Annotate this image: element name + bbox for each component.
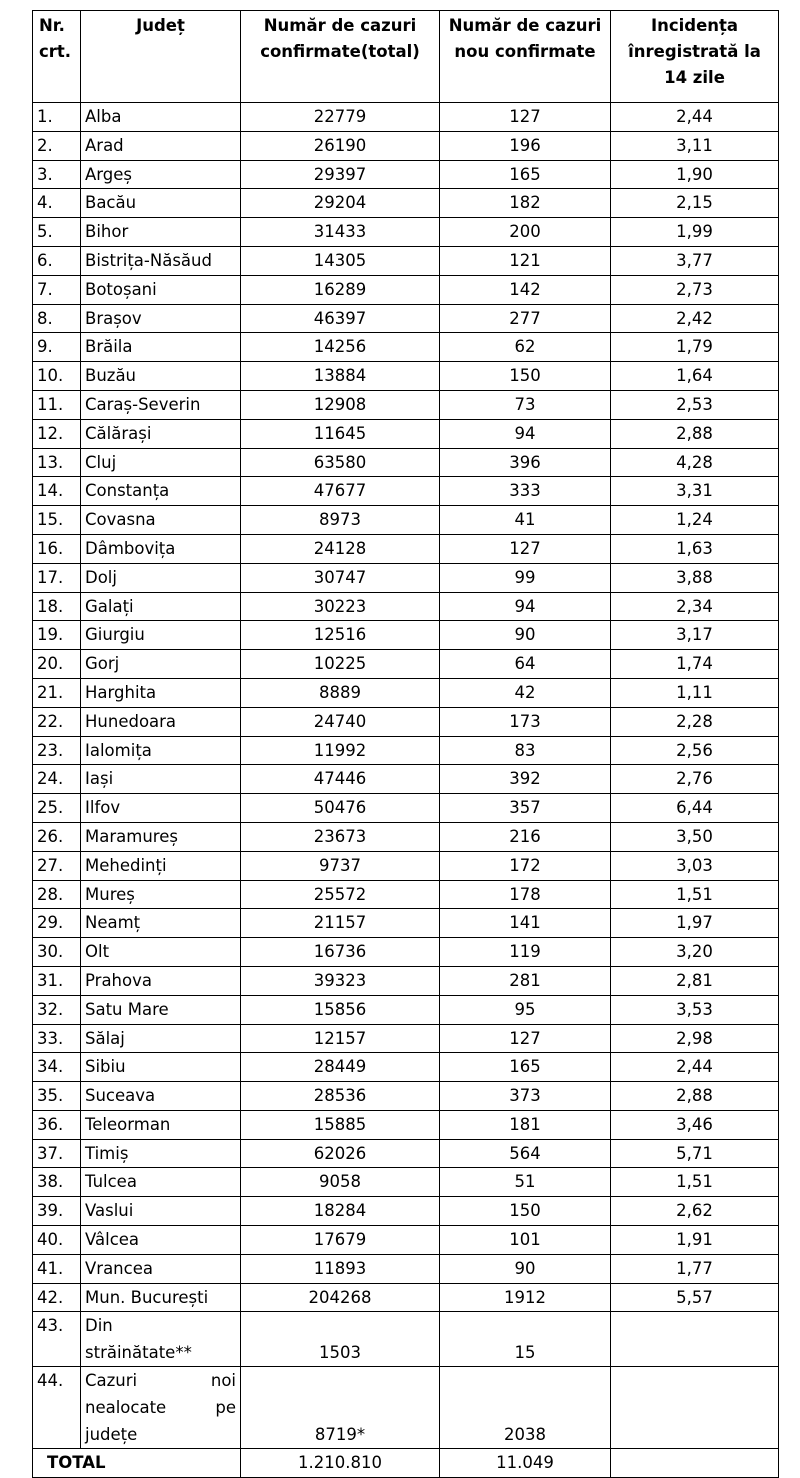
table-row — [33, 218, 779, 247]
incidence-14d: 1,51 — [611, 1168, 779, 1197]
incidence-14d — [611, 1312, 779, 1367]
total-cases: 39323 — [241, 966, 440, 995]
header-new-cases: Număr de cazuri nou confirmate — [440, 11, 611, 103]
total-cases: 15856 — [241, 995, 440, 1024]
incidence-14d: 5,71 — [611, 1139, 779, 1168]
new-cases: 396 — [440, 448, 611, 477]
county-name: Dâmbovița — [81, 534, 241, 563]
total-cases: 47446 — [241, 765, 440, 794]
row-number: 32. — [33, 995, 81, 1024]
table-body — [33, 103, 779, 1478]
county-name: Vaslui — [81, 1197, 241, 1226]
header-nr-line1: Nr. — [39, 16, 65, 35]
row-number: 9. — [33, 333, 81, 362]
new-cases: 277 — [440, 304, 611, 333]
new-cases: 150 — [440, 362, 611, 391]
county-name: Călărași — [81, 419, 241, 448]
total-cases: 24128 — [241, 534, 440, 563]
table-row — [33, 822, 779, 851]
new-cases: 127 — [440, 103, 611, 132]
new-cases: 90 — [440, 621, 611, 650]
total-cases: 22779 — [241, 103, 440, 132]
row-number: 36. — [33, 1110, 81, 1139]
row-number: 22. — [33, 707, 81, 736]
table-row — [33, 419, 779, 448]
table-row — [33, 707, 779, 736]
incidence-14d: 2,53 — [611, 390, 779, 419]
table-row — [33, 880, 779, 909]
county-name: Olt — [81, 938, 241, 967]
new-cases: 64 — [440, 650, 611, 679]
incidence-14d: 1,51 — [611, 880, 779, 909]
new-cases: 373 — [440, 1082, 611, 1111]
total-cases: 204268 — [241, 1283, 440, 1312]
new-cases: 141 — [440, 909, 611, 938]
total-cases: 28449 — [241, 1053, 440, 1082]
incidence-14d: 3,77 — [611, 246, 779, 275]
incidence-14d: 2,62 — [611, 1197, 779, 1226]
new-cases: 1912 — [440, 1283, 611, 1312]
county-name-word: noi — [210, 1371, 236, 1391]
row-number: 27. — [33, 851, 81, 880]
new-cases: 165 — [440, 160, 611, 189]
row-number: 15. — [33, 506, 81, 535]
incidence-14d: 3,88 — [611, 563, 779, 592]
table-row — [33, 506, 779, 535]
incidence-14d: 2,88 — [611, 1082, 779, 1111]
table-row — [33, 1226, 779, 1255]
total-cases: 11992 — [241, 736, 440, 765]
row-number: 38. — [33, 1168, 81, 1197]
county-name — [81, 1367, 241, 1449]
county-name: Alba — [81, 103, 241, 132]
row-number: 6. — [33, 246, 81, 275]
county-name: Ialomița — [81, 736, 241, 765]
table-row — [33, 938, 779, 967]
incidence-14d: 6,44 — [611, 794, 779, 823]
county-name: Neamț — [81, 909, 241, 938]
new-cases: 200 — [440, 218, 611, 247]
county-name-line: străinătate** — [85, 1343, 192, 1363]
incidence-14d: 2,73 — [611, 275, 779, 304]
total-cases: 29204 — [241, 189, 440, 218]
table-row — [33, 1024, 779, 1053]
new-cases: 121 — [440, 246, 611, 275]
table-row — [33, 275, 779, 304]
total-cases: 46397 — [241, 304, 440, 333]
incidence-14d: 3,17 — [611, 621, 779, 650]
total-cases: 12157 — [241, 1024, 440, 1053]
new-cases: 181 — [440, 1110, 611, 1139]
county-name — [81, 1312, 241, 1367]
total-cases-sum: 1.210.810 — [241, 1449, 440, 1478]
county-name: Maramureș — [81, 822, 241, 851]
table-row — [33, 390, 779, 419]
new-cases: 99 — [440, 563, 611, 592]
county-name-line — [85, 1421, 236, 1448]
total-cases: 8719* — [241, 1367, 440, 1449]
county-name: Suceava — [81, 1082, 241, 1111]
total-cases: 31433 — [241, 218, 440, 247]
new-cases: 2038 — [440, 1367, 611, 1449]
total-cases: 30223 — [241, 592, 440, 621]
new-cases: 94 — [440, 419, 611, 448]
county-name: Timiș — [81, 1139, 241, 1168]
incidence-14d: 2,15 — [611, 189, 779, 218]
table-row — [33, 362, 779, 391]
row-number: 40. — [33, 1226, 81, 1255]
county-name: Dolj — [81, 563, 241, 592]
total-row — [33, 1449, 779, 1478]
incidence-14d: 3,11 — [611, 131, 779, 160]
incidence-14d: 2,88 — [611, 419, 779, 448]
new-cases: 90 — [440, 1254, 611, 1283]
incidence-14d: 2,81 — [611, 966, 779, 995]
table-row — [33, 851, 779, 880]
county-name: Gorj — [81, 650, 241, 679]
row-number: 7. — [33, 275, 81, 304]
table-row — [33, 1082, 779, 1111]
table-row — [33, 563, 779, 592]
incidence-14d: 1,99 — [611, 218, 779, 247]
county-name-word: nealocate — [85, 1398, 167, 1418]
county-name: Hunedoara — [81, 707, 241, 736]
county-name: Bacău — [81, 189, 241, 218]
row-number: 20. — [33, 650, 81, 679]
new-cases: 51 — [440, 1168, 611, 1197]
incidence-14d: 1,64 — [611, 362, 779, 391]
table-row — [33, 304, 779, 333]
total-cases: 13884 — [241, 362, 440, 391]
new-cases: 142 — [440, 275, 611, 304]
county-name: Vrancea — [81, 1254, 241, 1283]
header-judet: Județ — [81, 11, 241, 103]
total-cases: 47677 — [241, 477, 440, 506]
county-name-line — [85, 1367, 236, 1394]
incidence-14d: 2,34 — [611, 592, 779, 621]
new-cases: 182 — [440, 189, 611, 218]
total-cases: 16289 — [241, 275, 440, 304]
county-name: Caraș-Severin — [81, 390, 241, 419]
new-cases: 62 — [440, 333, 611, 362]
row-number: 8. — [33, 304, 81, 333]
table-row — [33, 621, 779, 650]
row-number: 43. — [33, 1312, 81, 1367]
county-name: Argeș — [81, 160, 241, 189]
row-number: 31. — [33, 966, 81, 995]
new-cases: 83 — [440, 736, 611, 765]
total-cases: 10225 — [241, 650, 440, 679]
new-cases: 15 — [440, 1312, 611, 1367]
new-cases: 127 — [440, 534, 611, 563]
county-name: Sălaj — [81, 1024, 241, 1053]
county-name: Covasna — [81, 506, 241, 535]
row-number: 24. — [33, 765, 81, 794]
new-cases: 281 — [440, 966, 611, 995]
incidence-14d: 1,97 — [611, 909, 779, 938]
total-cases: 23673 — [241, 822, 440, 851]
county-name: Ilfov — [81, 794, 241, 823]
total-cases: 16736 — [241, 938, 440, 967]
table-row — [33, 534, 779, 563]
table-row — [33, 650, 779, 679]
incidence-14d: 1,91 — [611, 1226, 779, 1255]
table-row — [33, 966, 779, 995]
table-row — [33, 333, 779, 362]
new-cases: 150 — [440, 1197, 611, 1226]
row-number: 30. — [33, 938, 81, 967]
row-number: 28. — [33, 880, 81, 909]
row-number: 21. — [33, 678, 81, 707]
incidence-14d: 1,24 — [611, 506, 779, 535]
table-row — [33, 1168, 779, 1197]
total-cases: 1503 — [241, 1312, 440, 1367]
county-name: Mehedinți — [81, 851, 241, 880]
county-name: Harghita — [81, 678, 241, 707]
table-row — [33, 1197, 779, 1226]
total-cases: 63580 — [241, 448, 440, 477]
incidence-14d: 3,50 — [611, 822, 779, 851]
new-cases: 357 — [440, 794, 611, 823]
county-name: Teleorman — [81, 1110, 241, 1139]
table-row — [33, 765, 779, 794]
row-number: 34. — [33, 1053, 81, 1082]
county-name-word: județe — [85, 1425, 138, 1445]
total-cases: 12908 — [241, 390, 440, 419]
county-name: Bihor — [81, 218, 241, 247]
county-name: Botoșani — [81, 275, 241, 304]
row-number: 5. — [33, 218, 81, 247]
table-row — [33, 1312, 779, 1367]
incidence-14d: 1,11 — [611, 678, 779, 707]
new-cases: 392 — [440, 765, 611, 794]
county-name: Tulcea — [81, 1168, 241, 1197]
incidence-14d: 5,57 — [611, 1283, 779, 1312]
new-cases: 172 — [440, 851, 611, 880]
county-name: Galați — [81, 592, 241, 621]
incidence-14d: 3,31 — [611, 477, 779, 506]
total-cases: 29397 — [241, 160, 440, 189]
county-name: Buzău — [81, 362, 241, 391]
row-number: 41. — [33, 1254, 81, 1283]
total-cases: 8889 — [241, 678, 440, 707]
table-row — [33, 246, 779, 275]
total-cases: 18284 — [241, 1197, 440, 1226]
row-number: 12. — [33, 419, 81, 448]
new-cases: 216 — [440, 822, 611, 851]
county-name-line — [85, 1394, 236, 1421]
table-row — [33, 1110, 779, 1139]
table-row — [33, 1254, 779, 1283]
county-name: Bistrița-Năsăud — [81, 246, 241, 275]
row-number: 14. — [33, 477, 81, 506]
total-cases: 28536 — [241, 1082, 440, 1111]
county-name: Mureș — [81, 880, 241, 909]
incidence-14d: 2,44 — [611, 1053, 779, 1082]
header-row — [33, 11, 779, 103]
total-cases: 11893 — [241, 1254, 440, 1283]
incidence-14d: 2,28 — [611, 707, 779, 736]
row-number: 13. — [33, 448, 81, 477]
new-cases: 196 — [440, 131, 611, 160]
total-cases: 21157 — [241, 909, 440, 938]
county-name: Vâlcea — [81, 1226, 241, 1255]
table-row — [33, 189, 779, 218]
table-row — [33, 103, 779, 132]
county-name: Iași — [81, 765, 241, 794]
county-name: Brașov — [81, 304, 241, 333]
incidence-14d — [611, 1367, 779, 1449]
county-name: Sibiu — [81, 1053, 241, 1082]
new-cases: 564 — [440, 1139, 611, 1168]
incidence-14d: 3,53 — [611, 995, 779, 1024]
incidence-14d: 2,42 — [611, 304, 779, 333]
county-name-word: pe — [215, 1398, 236, 1418]
row-number: 42. — [33, 1283, 81, 1312]
header-nr — [33, 11, 81, 103]
new-cases: 165 — [440, 1053, 611, 1082]
total-cases: 14305 — [241, 246, 440, 275]
new-cases: 333 — [440, 477, 611, 506]
total-cases: 62026 — [241, 1139, 440, 1168]
total-cases: 9737 — [241, 851, 440, 880]
incidence-14d: 1,90 — [611, 160, 779, 189]
new-cases: 94 — [440, 592, 611, 621]
table-row — [33, 592, 779, 621]
incidence-14d: 3,03 — [611, 851, 779, 880]
incidence-14d: 1,63 — [611, 534, 779, 563]
row-number: 1. — [33, 103, 81, 132]
new-cases-sum: 11.049 — [440, 1449, 611, 1478]
incidence-14d: 2,98 — [611, 1024, 779, 1053]
row-number: 2. — [33, 131, 81, 160]
table-row — [33, 678, 779, 707]
table-row — [33, 1283, 779, 1312]
new-cases: 178 — [440, 880, 611, 909]
table-row — [33, 131, 779, 160]
incidence-total — [611, 1449, 779, 1478]
total-cases: 8973 — [241, 506, 440, 535]
row-number: 3. — [33, 160, 81, 189]
total-cases: 25572 — [241, 880, 440, 909]
row-number: 37. — [33, 1139, 81, 1168]
county-name-word: Cazuri — [85, 1371, 138, 1391]
header-nr-line2: crt. — [39, 42, 72, 61]
total-cases: 24740 — [241, 707, 440, 736]
county-name: Arad — [81, 131, 241, 160]
new-cases: 127 — [440, 1024, 611, 1053]
table-row — [33, 160, 779, 189]
new-cases: 73 — [440, 390, 611, 419]
row-number: 19. — [33, 621, 81, 650]
row-number: 23. — [33, 736, 81, 765]
covid-county-table — [32, 10, 779, 1478]
new-cases: 95 — [440, 995, 611, 1024]
table-row — [33, 1139, 779, 1168]
incidence-14d: 1,74 — [611, 650, 779, 679]
county-name: Satu Mare — [81, 995, 241, 1024]
total-cases: 14256 — [241, 333, 440, 362]
table-row — [33, 1053, 779, 1082]
incidence-14d: 3,46 — [611, 1110, 779, 1139]
county-name: Mun. București — [81, 1283, 241, 1312]
table-row — [33, 477, 779, 506]
row-number: 25. — [33, 794, 81, 823]
county-name: Giurgiu — [81, 621, 241, 650]
header-total-cases: Număr de cazuri confirmate(total) — [241, 11, 440, 103]
county-name: Constanța — [81, 477, 241, 506]
row-number: 16. — [33, 534, 81, 563]
total-cases: 30747 — [241, 563, 440, 592]
county-name: Cluj — [81, 448, 241, 477]
row-number: 11. — [33, 390, 81, 419]
incidence-14d: 2,44 — [611, 103, 779, 132]
total-cases: 17679 — [241, 1226, 440, 1255]
row-number: 29. — [33, 909, 81, 938]
table-row — [33, 909, 779, 938]
row-number: 44. — [33, 1367, 81, 1449]
new-cases: 41 — [440, 506, 611, 535]
incidence-14d: 2,56 — [611, 736, 779, 765]
total-cases: 26190 — [241, 131, 440, 160]
incidence-14d: 2,76 — [611, 765, 779, 794]
row-number: 33. — [33, 1024, 81, 1053]
row-number: 39. — [33, 1197, 81, 1226]
new-cases: 119 — [440, 938, 611, 967]
new-cases: 42 — [440, 678, 611, 707]
county-name: Brăila — [81, 333, 241, 362]
incidence-14d: 1,79 — [611, 333, 779, 362]
incidence-14d: 3,20 — [611, 938, 779, 967]
row-number: 35. — [33, 1082, 81, 1111]
total-label: TOTAL — [33, 1449, 241, 1478]
incidence-14d: 4,28 — [611, 448, 779, 477]
new-cases: 101 — [440, 1226, 611, 1255]
table-row — [33, 736, 779, 765]
table-row — [33, 794, 779, 823]
total-cases: 11645 — [241, 419, 440, 448]
total-cases: 9058 — [241, 1168, 440, 1197]
total-cases: 15885 — [241, 1110, 440, 1139]
row-number: 26. — [33, 822, 81, 851]
row-number: 4. — [33, 189, 81, 218]
row-number: 10. — [33, 362, 81, 391]
table-row — [33, 995, 779, 1024]
table-row — [33, 448, 779, 477]
table-row — [33, 1367, 779, 1449]
county-name-line: Din — [85, 1316, 113, 1336]
new-cases: 173 — [440, 707, 611, 736]
total-cases: 12516 — [241, 621, 440, 650]
total-cases: 50476 — [241, 794, 440, 823]
row-number: 18. — [33, 592, 81, 621]
header-incidence: Incidența înregistrată la 14 zile — [611, 11, 779, 103]
incidence-14d: 1,77 — [611, 1254, 779, 1283]
row-number: 17. — [33, 563, 81, 592]
county-name: Prahova — [81, 966, 241, 995]
